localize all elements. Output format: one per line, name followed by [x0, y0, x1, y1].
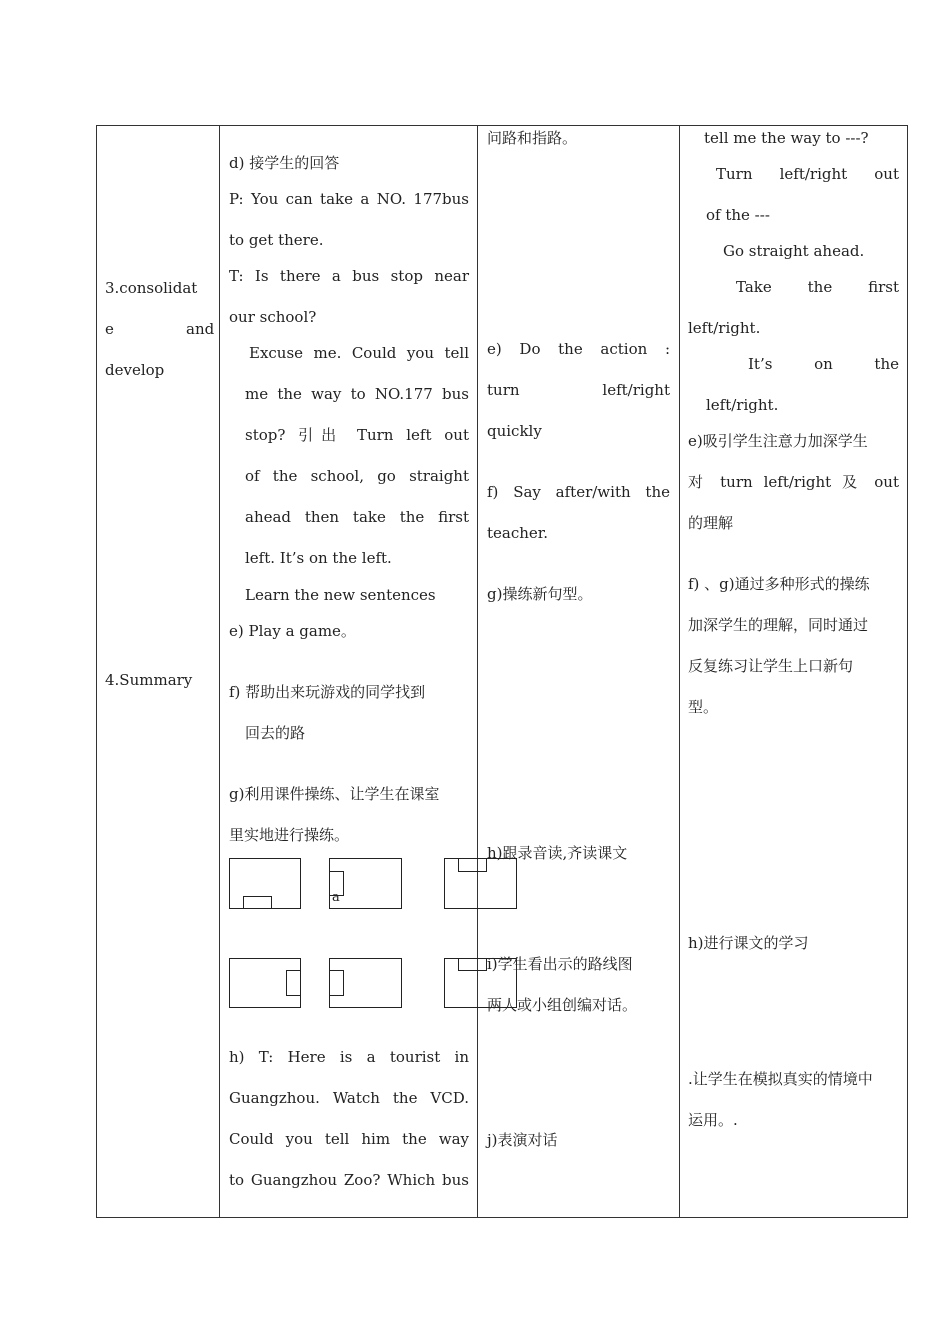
diagram-label: a	[332, 890, 340, 905]
purpose-text: tell me the way to ---?	[704, 129, 869, 147]
student-activity-text: g)操练新句型。	[487, 585, 593, 603]
student-activity-text: i)学生看出示的路线图	[487, 955, 633, 973]
activity-text: me the way to NO.177 bus	[245, 385, 469, 403]
column-divider	[477, 125, 478, 1218]
stage-3-label: e	[105, 320, 114, 338]
activity-text: d) 接学生的回答	[229, 154, 340, 172]
student-activity-text: j)表演对话	[487, 1131, 558, 1149]
column-divider	[679, 125, 680, 1218]
student-activity-text: h)跟录音读,齐读课文	[487, 844, 628, 862]
activity-text: P: You can take a NO. 177bus	[229, 190, 469, 208]
activity-text: Excuse me. Could you tell	[249, 344, 469, 362]
purpose-text: Go straight ahead.	[723, 242, 865, 260]
purpose-text: e)吸引学生注意力加深学生	[688, 432, 868, 450]
purpose-text: It’s on the	[748, 355, 899, 373]
activity-text: g)利用课件操练、让学生在课室	[229, 785, 440, 803]
purpose-text: 运用。.	[688, 1111, 738, 1129]
student-activity-text: 两人或小组创编对话。	[487, 996, 638, 1014]
purpose-text: of the ---	[706, 206, 770, 224]
student-activity-text: f) Say after/with the	[487, 483, 670, 501]
activity-text: Could you tell him the way	[229, 1130, 469, 1148]
activity-text: Guangzhou. Watch the VCD.	[229, 1089, 469, 1107]
student-activity-text: e) Do the action :	[487, 340, 670, 358]
activity-text: of the school, go straight	[245, 467, 469, 485]
activity-text: T: Is there a bus stop near	[229, 267, 469, 285]
purpose-text: left/right.	[706, 396, 779, 414]
stage-3-label: and	[186, 320, 215, 338]
stage-4-label: 4.Summary	[105, 671, 193, 689]
student-activity-text: teacher.	[487, 524, 549, 542]
column-divider	[219, 125, 220, 1218]
purpose-text: 型。	[688, 698, 719, 716]
purpose-text: Turn left/right out	[716, 165, 899, 183]
activity-text: f) 帮助出来玩游戏的同学找到	[229, 683, 426, 701]
purpose-text: Take the first	[736, 278, 899, 296]
purpose-text: 对 turn left/right 及 out	[688, 473, 899, 491]
activity-text: 里实地进行操练。	[229, 826, 350, 844]
purpose-text: left/right.	[688, 319, 761, 337]
student-activity-text: quickly	[487, 422, 542, 440]
activity-text: Learn the new sentences	[245, 586, 436, 604]
purpose-text: 的理解	[688, 514, 734, 532]
student-activity-text: 问路和指路。	[487, 129, 578, 147]
activity-text: 回去的路	[245, 724, 306, 742]
purpose-text: .让学生在模拟真实的情境中	[688, 1070, 873, 1088]
purpose-text: 加深学生的理解，同时通过	[688, 616, 869, 634]
activity-text: to get there.	[229, 231, 324, 249]
activity-text: e) Play a game。	[229, 622, 356, 640]
stage-3-label: 3.consolidat	[105, 279, 198, 297]
purpose-text: f) 、g)通过多种形式的操练	[688, 575, 870, 593]
activity-text: h) T: Here is a tourist in	[229, 1048, 469, 1066]
student-activity-text: turn left/right	[487, 381, 670, 399]
purpose-text: h)进行课文的学习	[688, 934, 809, 952]
activity-text: ahead then take the first	[245, 508, 469, 526]
stage-3-label: develop	[105, 361, 165, 379]
activity-text: to Guangzhou Zoo? Which bus	[229, 1171, 469, 1189]
purpose-text: 反复练习让学生上口新句	[688, 657, 854, 675]
activity-text: our school?	[229, 308, 317, 326]
activity-text: stop? 引出 Turn left out	[245, 426, 469, 444]
activity-text: left. It’s on the left.	[245, 549, 392, 567]
